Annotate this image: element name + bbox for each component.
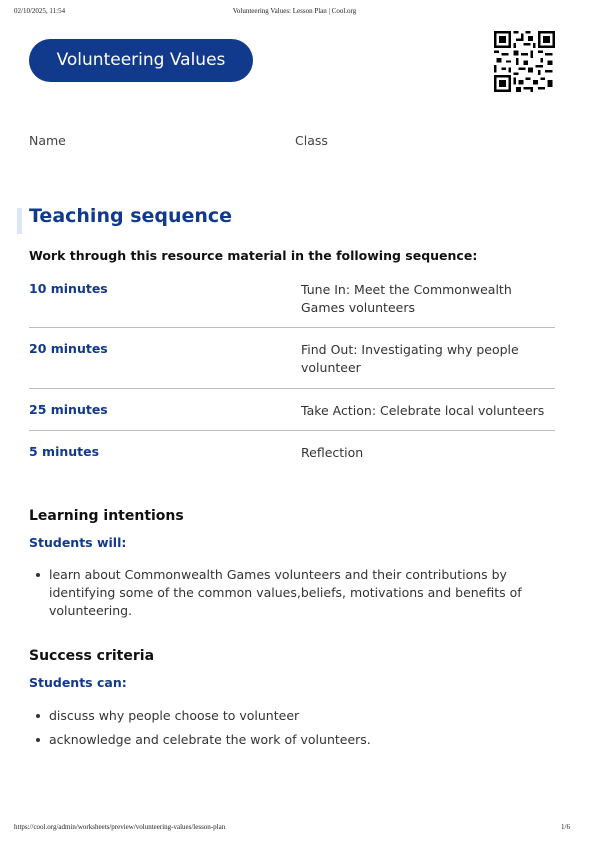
sequence-intro: Work through this resource material in the following sequence: xyxy=(29,248,478,263)
sequence-divider xyxy=(29,430,555,431)
list-item-text: discuss why people choose to volunteer xyxy=(49,708,300,723)
success-criteria-lead: Students can: xyxy=(29,675,127,690)
section-accent-bar xyxy=(17,208,22,234)
learning-intentions-heading: Learning intentions xyxy=(29,508,184,524)
sequence-divider xyxy=(29,327,555,328)
bullet-icon xyxy=(36,714,40,718)
print-page-number: 1/6 xyxy=(561,823,570,831)
bullet-icon xyxy=(36,738,40,742)
success-criteria-heading: Success criteria xyxy=(29,648,155,664)
sequence-activity: Find Out: Investigating why people volunteer xyxy=(301,342,519,375)
sequence-divider xyxy=(29,388,555,389)
print-page-title: Volunteering Values: Lesson Plan | Cool.org xyxy=(232,7,357,15)
list-item xyxy=(36,566,561,620)
sequence-duration: 25 minutes xyxy=(29,402,108,417)
sequence-duration: 10 minutes xyxy=(29,281,108,296)
list-item xyxy=(36,731,561,749)
sequence-activity: Reflection xyxy=(301,445,364,460)
sequence-activity: Tune In: Meet the Commonwealth Games volunteers xyxy=(301,282,512,315)
print-datetime: 02/10/2025, 11:54 xyxy=(14,7,66,15)
sequence-activity: Take Action: Celebrate local volunteers xyxy=(301,403,545,418)
list-item-text: learn about Commonwealth Games volunteers and their contributions by identifying some of the common values,beliefs, motivations and benefits of volunteering. xyxy=(49,567,522,618)
print-url: https://cool.org/admin/worksheets/preview/volunteering-values/lesson-plan xyxy=(14,823,226,831)
sequence-duration: 20 minutes xyxy=(29,341,108,356)
list-item-text: acknowledge and celebrate the work of volunteers. xyxy=(49,732,371,747)
teaching-sequence-heading: Teaching sequence xyxy=(29,205,233,227)
qr-code-icon xyxy=(494,31,555,92)
bullet-icon xyxy=(36,573,40,577)
name-field-label: Name xyxy=(29,133,66,148)
learning-intentions-lead: Students will: xyxy=(29,535,127,550)
class-field-label: Class xyxy=(295,133,328,148)
list-item xyxy=(36,707,561,725)
lesson-title: Volunteering Values xyxy=(29,39,253,82)
sequence-duration: 5 minutes xyxy=(29,444,100,459)
